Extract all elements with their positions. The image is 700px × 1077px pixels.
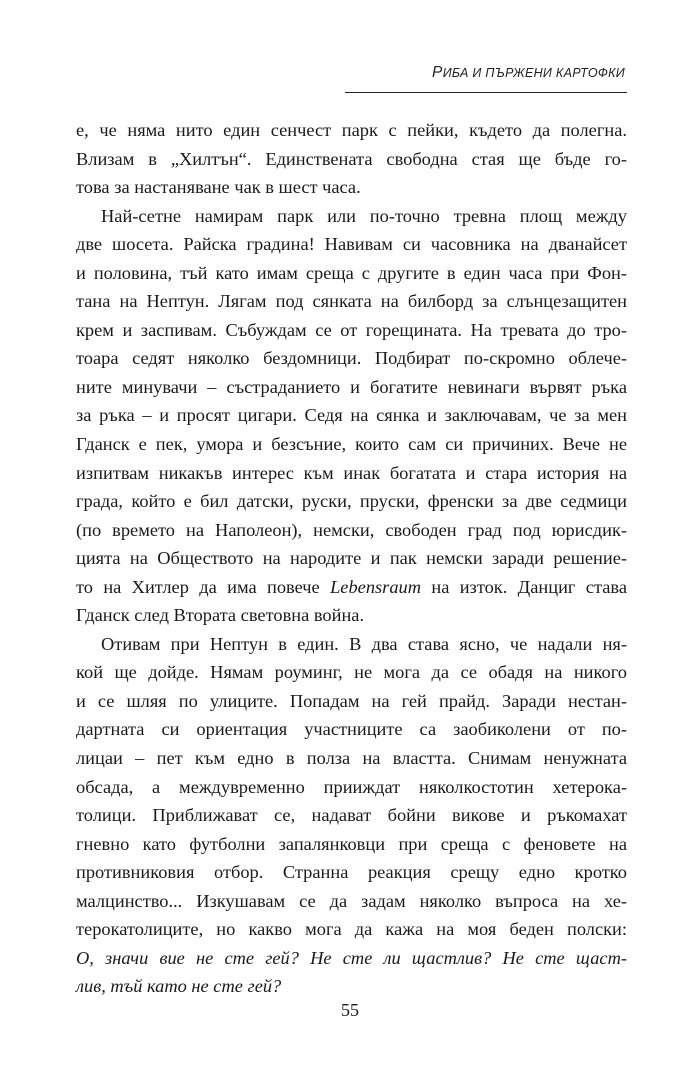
text-line: тана на Нептун. Лягам под сянката на билборд за слънцезащитен	[76, 291, 627, 312]
running-head-rest: ИБА И ПЪРЖЕНИ КАРТОФКИ	[442, 66, 625, 80]
text-segment: то на Хитлер да има повече	[76, 576, 331, 597]
text-line: изпитвам никакъв интерес към инак богатата и стара история на	[76, 462, 627, 483]
text-line: малцинство... Изкушавам се да задам няколко въпроса на хе-	[76, 890, 627, 911]
italic-line: О, значи вие не сте гей? Не сте ли щастлив? Не сте щаст-	[76, 947, 627, 968]
running-head-title	[432, 64, 625, 82]
text-line: кой ще дойде. Нямам роуминг, не мога да се обадя на никого	[76, 662, 627, 683]
text-segment: на изток. Данциг става	[421, 576, 627, 597]
text-line: цията на Обществото на народите и пак немски заради решение-	[76, 548, 627, 569]
running-head-initial: Р	[432, 64, 443, 81]
text-line: за ръка – и просят цигари. Седя на сянка и заключавам, че за мен	[76, 405, 627, 426]
text-line: Гданск след Втората световна война.	[76, 605, 365, 626]
text-line: Отивам при Нептун в един. В два става ясно, че надали ня-	[101, 633, 627, 654]
text-line	[76, 573, 627, 602]
text-line: терокатолиците, но какво мога да кажа на моя беден полски:	[76, 919, 627, 940]
text-line: лицаи – пет към едно в полза на властта. Снимам ненужната	[76, 748, 627, 769]
text-line: Най-сетне намирам парк или по-точно тревна площ между	[101, 205, 627, 226]
text-line: това за настаняване чак в шест часа.	[76, 177, 361, 198]
text-line: и се шляя по улиците. Попадам на гей прайд. Заради нестан-	[76, 690, 627, 711]
text-line: крем и заспивам. Събуждам се от горещината. На тревата до тро-	[76, 319, 627, 340]
italic-line: лив, тъй като не сте гей?	[76, 976, 282, 997]
text-line: града, който е бил датски, руски, пруски, френски за две седмици	[76, 491, 627, 512]
text-line: тоара седят няколко бездомници. Подбират по-скромно облече-	[76, 348, 627, 369]
text-line: противниковия отбор. Странна реакция срещу едно кротко	[76, 862, 627, 883]
text-line: толици. Приближават се, надават бойни викове и ръкомахат	[76, 805, 627, 826]
text-line: дартната си ориентация участниците са заобиколени от по-	[76, 719, 627, 740]
italic-term: Lebensraum	[330, 576, 422, 597]
text-line: обсада, а междувременно прииждат няколкостотин хетерока-	[76, 776, 627, 797]
text-line: Гданск е пек, умора и безсъние, които сам си причиних. Вече не	[76, 434, 627, 455]
text-line: (по времето на Наполеон), немски, свободен град под юрисдик-	[76, 519, 627, 540]
text-line: две шосета. Райска градина! Навивам си часовника на дванайсет	[76, 234, 627, 255]
text-line: гневно като футболни запалянковци при среща с феновете на	[76, 833, 627, 854]
body-text	[76, 116, 627, 1001]
text-line: е, че няма нито един сенчест парк с пейки, където да полегна.	[76, 120, 627, 140]
running-head	[345, 60, 627, 93]
text-line: Влизам в „Хилтън“. Единствената свободна стая ще бъде го-	[76, 148, 627, 169]
page-number: 55	[341, 1000, 359, 1020]
text-line: и половина, тъй като имам среща с другите в един часа при Фон-	[76, 262, 627, 283]
text-line: ните минувачи – състраданието и богатите невинаги вървят ръка	[76, 376, 627, 397]
